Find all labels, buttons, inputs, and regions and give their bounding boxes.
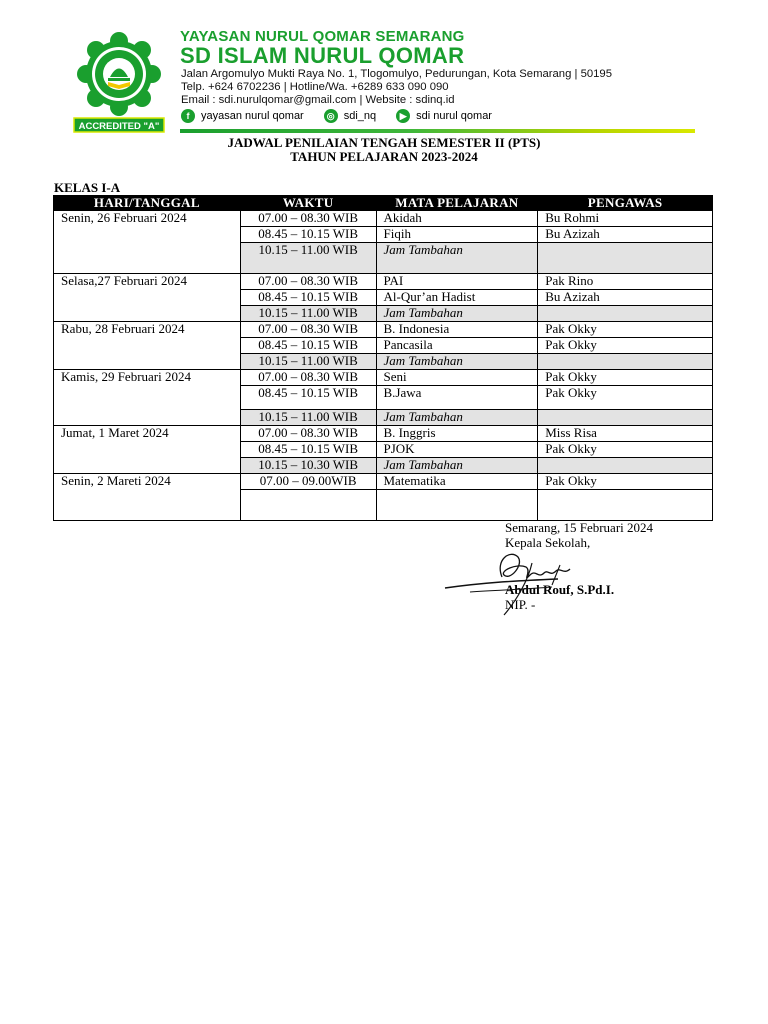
- day-cell: Rabu, 28 Februari 2024: [54, 322, 241, 370]
- schedule-table: [53, 195, 713, 521]
- subject-cell: Jam Tambahan: [376, 243, 538, 274]
- table-row: [54, 322, 713, 338]
- principal-name: Abdul Rouf, S.Pd.I.: [505, 582, 615, 597]
- school-name: SD ISLAM NURUL QOMAR: [180, 43, 465, 68]
- subject-cell: Jam Tambahan: [376, 306, 538, 322]
- time-cell: 08.45 – 10.15 WIB: [240, 290, 376, 306]
- subject-cell: PAI: [376, 274, 538, 290]
- time-cell: 08.45 – 10.15 WIB: [240, 442, 376, 458]
- principal-nip: NIP. -: [505, 597, 536, 612]
- supervisor-cell: [538, 306, 713, 322]
- school-phone: Telp. +624 6702236 | Hotline/Wa. +6289 633 090 090: [181, 81, 449, 93]
- subject-cell: B. Indonesia: [376, 322, 538, 338]
- handwritten-signature: [440, 545, 600, 617]
- header-subject: MATA PELAJARAN: [376, 196, 538, 211]
- time-cell: 10.15 – 11.00 WIB: [240, 306, 376, 322]
- supervisor-cell: Pak Okky: [538, 370, 713, 386]
- subject-cell: PJOK: [376, 442, 538, 458]
- subject-cell: Jam Tambahan: [376, 410, 538, 426]
- table-row: [54, 370, 713, 386]
- table-row: [54, 211, 713, 227]
- subject-cell: Akidah: [376, 211, 538, 227]
- time-cell: 07.00 – 08.30 WIB: [240, 322, 376, 338]
- time-cell: 10.15 – 11.00 WIB: [240, 410, 376, 426]
- supervisor-cell: Miss Risa: [538, 426, 713, 442]
- time-cell: 10.15 – 11.00 WIB: [240, 354, 376, 370]
- school-address: Jalan Argomulyo Mukti Raya No. 1, Tlogomulyo, Pedurungan, Kota Semarang | 50195: [181, 68, 613, 80]
- schedule-body: [54, 211, 713, 521]
- subject-cell: Jam Tambahan: [376, 354, 538, 370]
- supervisor-cell: Pak Okky: [538, 338, 713, 354]
- supervisor-cell: [538, 243, 713, 274]
- time-cell: 07.00 – 08.30 WIB: [240, 274, 376, 290]
- table-row: [54, 474, 713, 490]
- subject-cell: B.Jawa: [376, 386, 538, 410]
- time-cell: 10.15 – 10.30 WIB: [240, 458, 376, 474]
- table-row: [54, 274, 713, 290]
- subject-cell: Fiqih: [376, 227, 538, 243]
- supervisor-cell: Pak Okky: [538, 442, 713, 458]
- instagram-icon: ◎: [324, 109, 338, 123]
- youtube-handle: sdi nurul qomar: [416, 110, 492, 122]
- day-cell: Selasa,27 Februari 2024: [54, 274, 241, 322]
- class-label: KELAS I-A: [54, 180, 121, 195]
- subject-cell: Jam Tambahan: [376, 458, 538, 474]
- supervisor-cell: Bu Rohmi: [538, 211, 713, 227]
- subject-cell: [376, 490, 538, 521]
- subject-cell: Matematika: [376, 474, 538, 490]
- day-cell: Kamis, 29 Februari 2024: [54, 370, 241, 426]
- foundation-name: YAYASAN NURUL QOMAR SEMARANG: [180, 28, 465, 45]
- time-cell: 08.45 – 10.15 WIB: [240, 227, 376, 243]
- supervisor-cell: Bu Azizah: [538, 227, 713, 243]
- supervisor-cell: [538, 354, 713, 370]
- accreditation-badge: ACCREDITED "A": [78, 121, 160, 132]
- supervisor-cell: [538, 458, 713, 474]
- time-cell: 08.45 – 10.15 WIB: [240, 386, 376, 410]
- time-cell: 08.45 – 10.15 WIB: [240, 338, 376, 354]
- time-cell: 07.00 – 08.30 WIB: [240, 211, 376, 227]
- day-cell: Jumat, 1 Maret 2024: [54, 426, 241, 474]
- header-day: HARI/TANGGAL: [54, 196, 241, 211]
- supervisor-cell: Pak Okky: [538, 386, 713, 410]
- header-supervisor: PENGAWAS: [538, 196, 713, 211]
- social-links: [181, 109, 492, 123]
- supervisor-cell: Pak Rino: [538, 274, 713, 290]
- subject-cell: Al-Qur’an Hadist: [376, 290, 538, 306]
- time-cell: 07.00 – 08.30 WIB: [240, 426, 376, 442]
- time-cell: 07.00 – 08.30 WIB: [240, 370, 376, 386]
- subject-cell: Seni: [376, 370, 538, 386]
- table-row: [54, 426, 713, 442]
- school-logo: [70, 30, 168, 134]
- facebook-icon: f: [181, 109, 195, 123]
- time-cell: 07.00 – 09.00WIB: [240, 474, 376, 490]
- supervisor-cell: Pak Okky: [538, 474, 713, 490]
- supervisor-cell: Bu Azizah: [538, 290, 713, 306]
- signature-position: Kepala Sekolah,: [505, 535, 591, 550]
- header-time: WAKTU: [240, 196, 376, 211]
- time-cell: [240, 490, 376, 521]
- document-title: JADWAL PENILAIAN TENGAH SEMESTER II (PTS): [227, 135, 541, 150]
- supervisor-cell: [538, 490, 713, 521]
- facebook-handle: yayasan nurul qomar: [201, 110, 304, 122]
- school-email: Email : sdi.nurulqomar@gmail.com | Website : sdinq.id: [181, 94, 455, 106]
- supervisor-cell: [538, 410, 713, 426]
- instagram-handle: sdi_nq: [343, 110, 377, 122]
- time-cell: 10.15 – 11.00 WIB: [240, 243, 376, 274]
- youtube-icon: ▶: [396, 109, 410, 123]
- subject-cell: Pancasila: [376, 338, 538, 354]
- day-cell: Senin, 2 Mareti 2024: [54, 474, 241, 521]
- table-header-row: [54, 196, 713, 211]
- document-subtitle: TAHUN PELAJARAN 2023-2024: [290, 149, 478, 164]
- header-divider: [180, 129, 695, 133]
- supervisor-cell: Pak Okky: [538, 322, 713, 338]
- day-cell: Senin, 26 Februari 2024: [54, 211, 241, 274]
- subject-cell: B. Inggris: [376, 426, 538, 442]
- signature-place-date: Semarang, 15 Februari 2024: [505, 520, 654, 535]
